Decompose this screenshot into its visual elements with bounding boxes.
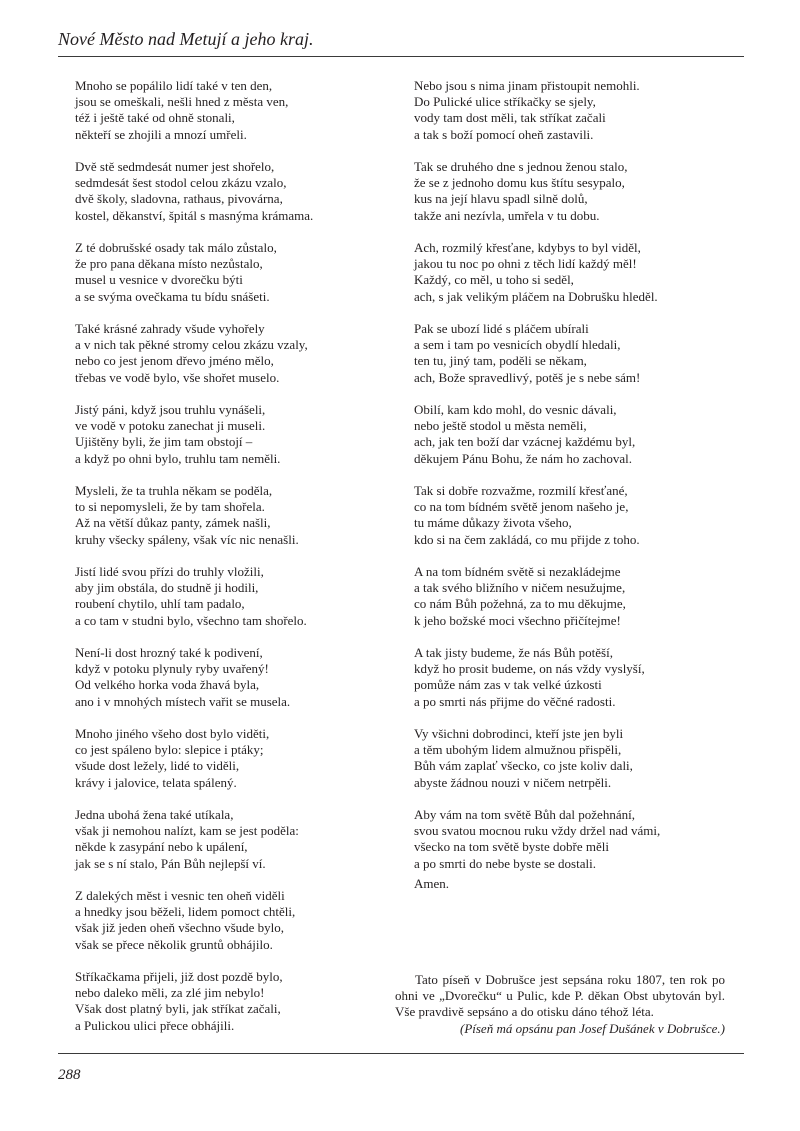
verse-line: však se přece několik gruntů obhájilo. — [75, 936, 273, 952]
verse-line: jak se s ní stalo, Pán Bůh nejlepší ví. — [75, 855, 266, 871]
stanza — [75, 807, 375, 872]
verse-line: Každý, co měl, u toho si seděl, — [414, 272, 574, 288]
note-attribution: (Píseň má opsánu pan Josef Dušánek v Dobrušce.) — [459, 1020, 725, 1036]
verse-line: a tak svého bližního v ničem nesužujme, — [414, 580, 626, 596]
verse-line: Není-li dost hrozný také k podivení, — [75, 645, 263, 660]
stanza — [414, 402, 724, 467]
running-header — [58, 26, 744, 52]
verse-line: Do Pulické ulice stříkačky se sjely, — [414, 94, 596, 110]
verse-line: nebo daleko měli, za zlé jim nebylo! — [75, 985, 265, 1001]
verse-line: Dvě stě sedmdesát numer jest shořelo, — [75, 159, 275, 174]
verse-line: Vy všichni dobrodinci, kteří jste jen byli — [414, 726, 624, 741]
verse-line: takže ani nezívla, umřela v tu dobu. — [414, 207, 600, 223]
verse-line: jsou se omeškali, nešli hned z města ven, — [75, 94, 289, 110]
verse-line: Mysleli, že ta truhla někam se poděla, — [75, 483, 273, 498]
stanza — [75, 159, 375, 224]
verse-line: všecko na tom světě byste dobře měli — [414, 839, 609, 855]
verse-line: když v potoku plynuly ryby uvařený! — [75, 661, 269, 677]
verse-line: a těm ubohým lidem almužnou přispěli, — [414, 742, 622, 758]
stanza — [414, 726, 724, 791]
verse-line: však ji nemohou nalízt, kam se jest poděla: — [75, 823, 299, 839]
verse-line: k jeho božské moci všechno přičítejme! — [414, 612, 621, 628]
verse-line: všude dost ležely, lidé to viděli, — [75, 758, 240, 774]
verse-line: a po smrti nás přijme do věčné radosti. — [414, 693, 616, 709]
verse-line: Z dalekých měst i vesnic ten oheň viděli — [75, 888, 285, 903]
verse-line: Také krásné zahrady všude vyhořely — [75, 321, 265, 336]
footer-rule — [58, 1053, 744, 1054]
verse-line: co nám Bůh požehná, za to mu děkujme, — [414, 596, 626, 612]
verse-line: tu máme důkazy života všeho, — [414, 515, 572, 531]
verse-line: Aby vám na tom světě Bůh dal požehnání, — [414, 807, 635, 822]
verse-line: kus na její hlavu spadl silně dolů, — [414, 191, 588, 207]
note-text: Tato píseň v Dobrušce jest sepsána roku 1807, ten rok po ohni ve „Dvorečku“ u Pulic, kde P. děkan Obst ubytován byl. Vše pravdivě sepsáno a do otisku dáno téhož léta. — [395, 972, 725, 1020]
verse-line: a tak s boží pomocí oheň zastavili. — [414, 126, 594, 142]
verse-line: třebas ve vodě bylo, vše shořet muselo. — [75, 369, 280, 385]
verse-line: nebo co jest jenom dřevo jméno mělo, — [75, 353, 274, 369]
stanza — [75, 645, 375, 710]
verse-line: Pak se ubozí lidé s pláčem ubírali — [414, 321, 589, 336]
stanza — [75, 240, 375, 305]
verse-line: Ujištěny byli, že jim tam obstojí – — [75, 434, 253, 450]
stanza — [75, 78, 375, 143]
stanza — [75, 483, 375, 548]
stanza — [414, 321, 724, 386]
stanza — [414, 564, 724, 629]
verse-line: kruhy všecky spáleny, však víc nic nenašli. — [75, 531, 299, 547]
stanza — [75, 726, 375, 791]
verse-line: Stříkačkama přijeli, již dost pozdě bylo, — [75, 969, 283, 984]
stanza — [414, 240, 724, 305]
verse-line: a Pulickou ulici přece obhájili. — [75, 1017, 235, 1033]
verse-line: krávy i jalovice, telata spálený. — [75, 774, 237, 790]
stanza — [75, 402, 375, 467]
verse-line: a hnedky jsou běželi, lidem pomoct chtěli, — [75, 904, 296, 920]
verse-line: Až na větší důkaz panty, zámek našli, — [75, 515, 271, 531]
stanza — [75, 321, 375, 386]
stanza — [75, 564, 375, 629]
verse-line: roubení chytilo, uhlí tam padalo, — [75, 596, 245, 612]
verse-line: co jest spáleno bylo: slepice i ptáky; — [75, 742, 264, 758]
verse-line: ano i v mnohých místech vařit se musela. — [75, 693, 291, 709]
verse-line: kdo si na čem zakládá, co mu přijde z toho. — [414, 531, 640, 547]
verse-line: Ach, rozmilý křesťane, kdybys to byl viděl, — [414, 240, 641, 255]
closing-note — [395, 972, 725, 1037]
verse-line: někde k zasypání nebo k upálení, — [75, 839, 248, 855]
verse-line: sedmdesát šest stodol celou zkázu vzalo, — [75, 175, 287, 191]
verse-line: A na tom bídném světě si nezakládejme — [414, 564, 621, 579]
stanza — [414, 159, 724, 224]
verse-line: Jistý páni, když jsou truhlu vynášeli, — [75, 402, 266, 417]
verse-line: Tak se druhého dne s jednou ženou stalo, — [414, 159, 628, 174]
verse-line: též i ještě také od ohně stonali, — [75, 110, 235, 126]
verse-line: to si nepomysleli, že by tam shořela. — [75, 499, 265, 515]
verse-line: svou svatou mocnou ruku vždy držel nad vámi, — [414, 823, 661, 839]
stanza — [414, 807, 724, 872]
verse-line: Mnoho jiného všeho dost bylo viděti, — [75, 726, 270, 741]
verse-line: A tak jisty budeme, že nás Bůh potěší, — [414, 645, 613, 660]
verse-line: a co tam v studni bylo, všechno tam shořelo. — [75, 612, 307, 628]
verse-line: co na tom bídném světě jenom našeho je, — [414, 499, 629, 515]
verse-line: aby jim obstála, do studně ji hodili, — [75, 580, 259, 596]
verse-line: musel u vesnice v dvorečku býti — [75, 272, 243, 288]
stanza — [75, 969, 375, 1034]
verse-line: že se z jednoho domu kus štítu sesypalo, — [414, 175, 625, 191]
poem-right-column — [414, 78, 724, 892]
verse-line: ve vodě v potoku zanechat ji museli. — [75, 418, 266, 434]
verse-line: Bůh vám zaplať všecko, co jste koliv dali, — [414, 758, 633, 774]
stanza — [414, 645, 724, 710]
stanza — [414, 78, 724, 143]
header-title: Nové Město nad Metují a jeho kraj. — [58, 29, 314, 49]
verse-line: Nebo jsou s nima jinam přistoupit nemohli. — [414, 78, 640, 93]
verse-line: ach, Bože spravedlivý, potěš je s nebe sám! — [414, 369, 641, 385]
verse-line: jakou tu noc po ohni z těch lidí každý měl! — [414, 256, 637, 272]
poem-left-column — [75, 78, 375, 1050]
verse-line: ten tu, jiný tam, poděli se někam, — [414, 353, 587, 369]
verse-line: ach, s jak velikým pláčem na Dobrušku hleděl. — [414, 288, 658, 304]
verse-line: vody tam dost měli, tak stříkat začali — [414, 110, 606, 126]
amen-line: Amen. — [414, 876, 450, 891]
verse-line: někteří se zhojili a mnozí umřeli. — [75, 126, 247, 142]
verse-line: pomůže nám zas v tak velké úzkosti — [414, 677, 602, 693]
verse-line: a se svýma ovečkama tu bídu snášeti. — [75, 288, 270, 304]
verse-line: že pro pana děkana místo nezůstalo, — [75, 256, 263, 272]
verse-line: a sem i tam po vesnicích obydlí hledali, — [414, 337, 621, 353]
verse-line: Z té dobrušské osady tak málo zůstalo, — [75, 240, 277, 255]
stanza — [414, 483, 724, 548]
verse-line: Mnoho se popálilo lidí také v ten den, — [75, 78, 273, 93]
verse-line: a když po ohni bylo, truhlu tam neměli. — [75, 450, 281, 466]
verse-line: děkujem Pánu Bohu, že nám ho zachoval. — [414, 450, 633, 466]
verse-line: a po smrti do nebe byste se dostali. — [414, 855, 596, 871]
verse-line: a v nich tak pěkné stromy celou zkázu vzaly, — [75, 337, 308, 353]
verse-line: dvě školy, sladovna, rathaus, pivovárna, — [75, 191, 283, 207]
header-rule — [58, 56, 744, 57]
verse-line: když ho prosit budeme, on nás vždy vyslyší, — [414, 661, 645, 677]
verse-line: Obilí, kam kdo mohl, do vesnic dávali, — [414, 402, 617, 417]
verse-line: Tak si dobře rozvažme, rozmilí křesťané, — [414, 483, 628, 498]
verse-line: nebo ještě stodol u města neměli, — [414, 418, 587, 434]
verse-line: Od velkého horka voda žhavá byla, — [75, 677, 260, 693]
page-number: 288 — [58, 1067, 81, 1083]
verse-line: Však dost platný byli, jak stříkat začali, — [75, 1001, 281, 1017]
stanza — [75, 888, 375, 953]
verse-line: Jistí lidé svou přízi do truhly vložili, — [75, 564, 264, 579]
verse-line: Jedna ubohá žena také utíkala, — [75, 807, 234, 822]
verse-line: abyste žádnou nouzi v ničem netrpěli. — [414, 774, 612, 790]
verse-line: ach, jak ten boží dar vzácnej každému byl, — [414, 434, 636, 450]
verse-line: však již jeden oheň všechno všude bylo, — [75, 920, 285, 936]
verse-line: kostel, děkanství, špitál s masnýma krámama. — [75, 207, 314, 223]
